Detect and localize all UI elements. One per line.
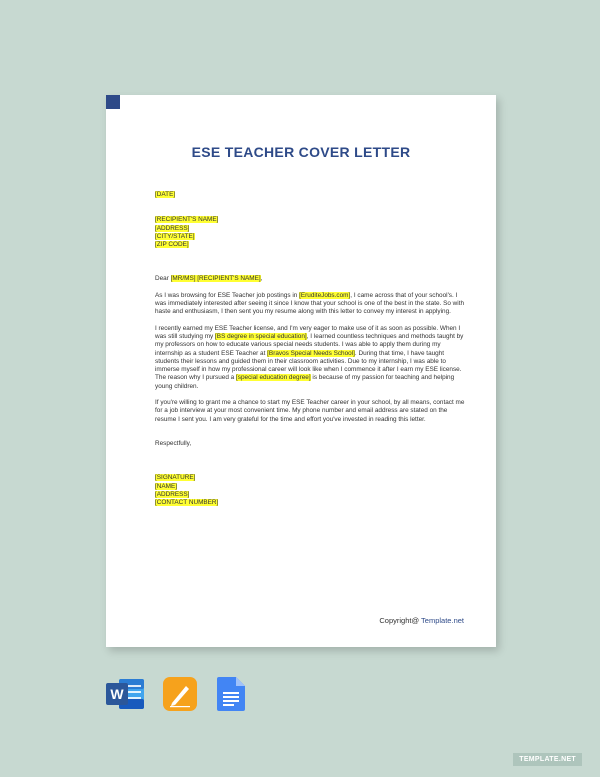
google-docs-icon[interactable] [217,677,245,716]
paragraph-2: I recently earned my ESE Teacher license, and I'm very eager to make use of it as soon as possible. When I was still studying my [BS degree in special education], I learned countless techniques and methods taught by my professors on how to educate various special needs students. I was able to apply them during my internship as a student ESE Teacher at [Bravos Special Needs School]. During that time, I have taught students their lessons and guided them in their classroom activities. Due to my internship, I was able to immerse myself in how my professional career will look like when I commence it after I earn my ESE license. The reason why I pursued a [special education degree] is because of my passion for teaching and helping young children. [155,324,464,390]
copyright-footer: Copyright@ Template.net [379,616,464,625]
school-field: [Bravos Special Needs School] [267,349,355,357]
template-net-watermark: TEMPLATE.NET [513,753,582,766]
closing: Respectfully, [155,439,192,447]
salutation: Dear [MR/MS] [RECIPIENT'S NAME], [155,275,263,283]
paragraph-1: As I was browsing for ESE Teacher job postings in [EruditeJobs.com], I came across that of your school's. I was immediately interested after seeing it since I know that your school is one of the best in the state. So with haste and enthusiasm, I then sent you my resume along with this letter to convey my interest in applying. [155,291,465,316]
recipient-zip-field: [ZIP CODE] [155,241,189,249]
pages-icon[interactable] [163,677,197,716]
document-page [106,95,496,647]
paragraph-3: If you're willing to grant me a chance to start my ESE Teacher career in your school, by all means, contact me for a job interview at your most convenient time. My phone number and email address are stated on the resume I sent you. I am very grateful for the time and effort you've invested in reading this letter. [155,399,465,423]
letter-body [155,191,465,507]
date-field: [DATE] [155,191,176,198]
document-title: ESE TEACHER COVER LETTER [191,144,411,160]
recipient-address-field: [ADDRESS] [155,224,190,232]
signature-contact-field: [CONTACT NUMBER] [155,499,219,507]
degree-field: [BS degree in special education] [215,332,307,340]
signature-name-field: [NAME] [155,482,178,490]
specialization-field: [special education degree] [236,374,311,382]
signature-field: [SIGNATURE] [155,474,196,482]
footer-brand-link[interactable]: Template.net [421,616,464,625]
recipient-name-field: [RECIPIENT'S NAME] [155,216,219,224]
signature-address-field: [ADDRESS] [155,490,190,498]
recipient-city-state-field: [CITY/STATE] [155,232,195,240]
svg-text:W: W [110,686,124,702]
salutation-name-field: [MR/MS] [RECIPIENT'S NAME] [170,275,261,283]
job-site-field: [EruditeJobs.com] [299,291,351,299]
word-icon[interactable] [106,677,146,716]
corner-accent [106,95,120,109]
